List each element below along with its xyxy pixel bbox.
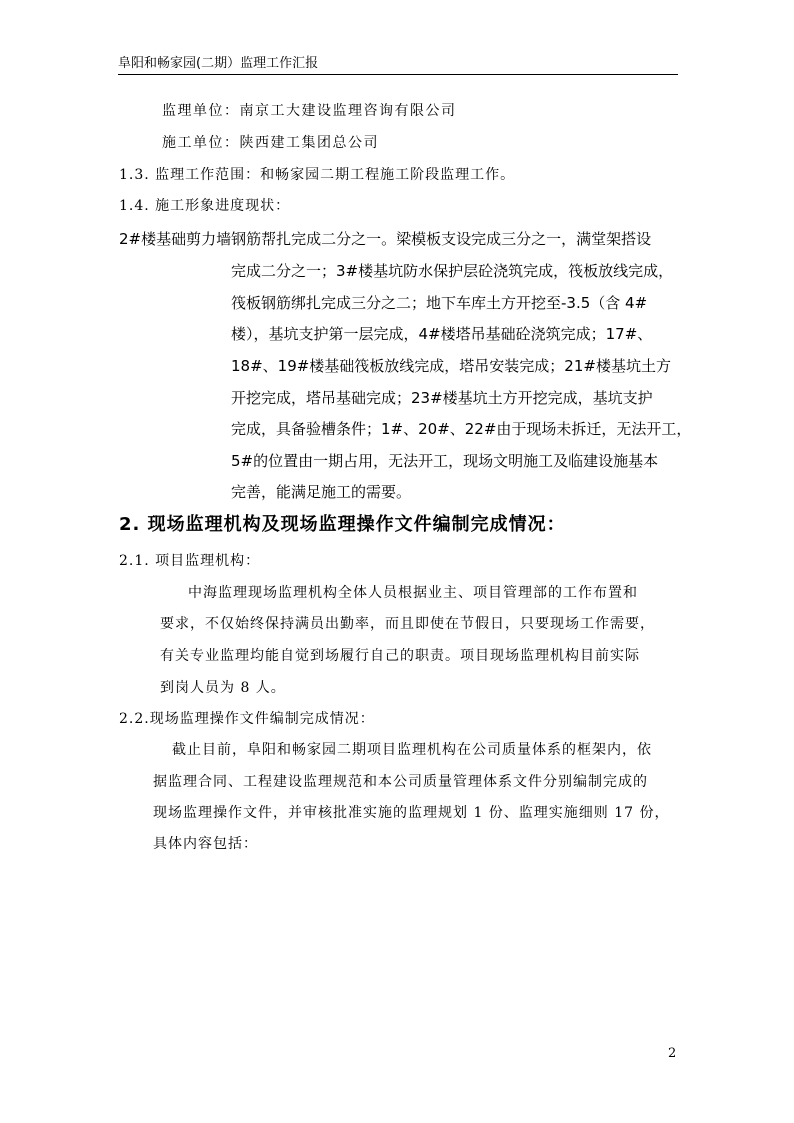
progress-line: 开挖完成，塔吊基础完成；23#楼基坑土方开挖完成，基坑支护 [231, 389, 653, 407]
progress-line: 完成，具备验槽条件；1#、20#、22#由于现场未拆迁，无法开工， [231, 420, 692, 438]
progress-line: 2#楼基础剪力墙钢筋帮扎完成二分之一。梁模板支设完成三分之一，满堂架搭设 [119, 230, 652, 248]
page-number: 2 [668, 1046, 677, 1061]
section-2-heading: 2. 现场监理机构及现场监理操作文件编制完成情况： [119, 514, 566, 535]
supervisor-unit-line: 监理单位：南京工大建设监理咨询有限公司 [162, 103, 457, 119]
documents-line: 据监理合同、工程建设监理规范和本公司质量管理体系文件分别编制完成的 [153, 774, 648, 790]
progress-line: 筏板钢筋绑扎完成三分之二；地下车库土方开挖至-3.5（含 4# [231, 294, 648, 312]
organization-line: 到岗人员为 8 人。 [160, 680, 286, 696]
progress-line: 完善，能满足施工的需要。 [231, 483, 412, 501]
organization-line: 要求，不仅始终保持满员出勤率，而且即使在节假日，只要现场工作需要， [160, 616, 655, 632]
constructor-unit-line: 施工单位：陕西建工集团总公司 [162, 135, 379, 151]
progress-line: 18#、19#楼基础筏板放线完成，塔吊安装完成；21#楼基坑土方 [231, 357, 671, 375]
section-2-2-heading: 2.2.现场监理操作文件编制完成情况： [119, 711, 375, 727]
documents-line: 具体内容包括： [153, 836, 258, 852]
progress-line: 5#的位置由一期占用，无法开工，现场文明施工及临建设施基本 [231, 452, 659, 470]
progress-line: 完成二分之一；3#楼基坑防水保护层砼浇筑完成，筏板放线完成， [231, 262, 674, 280]
organization-line: 中海监理现场监理机构全体人员根据业主、项目管理部的工作布置和 [188, 585, 638, 601]
organization-line: 有关专业监理均能自觉到场履行自己的职责。项目现场监理机构目前实际 [160, 648, 640, 664]
section-1-3: 1.3. 监理工作范围：和畅家园二期工程施工阶段监理工作。 [119, 167, 516, 183]
documents-line: 截止目前，阜阳和畅家园二期项目监理机构在公司质量体系的框架内，依 [172, 742, 652, 758]
section-2-1-heading: 2.1. 项目监理机构： [119, 553, 261, 569]
section-1-4-heading: 1.4. 施工形象进度现状： [119, 198, 291, 214]
documents-line: 现场监理操作文件，并审核批准实施的监理规划 1 份、监理实施细则 17 份， [153, 805, 670, 821]
progress-line: 楼），基坑支护第一层完成，4#楼塔吊基础砼浇筑完成；17#、 [231, 325, 653, 343]
page-header [118, 54, 678, 75]
header-title: 阜阳和畅家园(二期）监理工作汇报 [118, 56, 319, 71]
